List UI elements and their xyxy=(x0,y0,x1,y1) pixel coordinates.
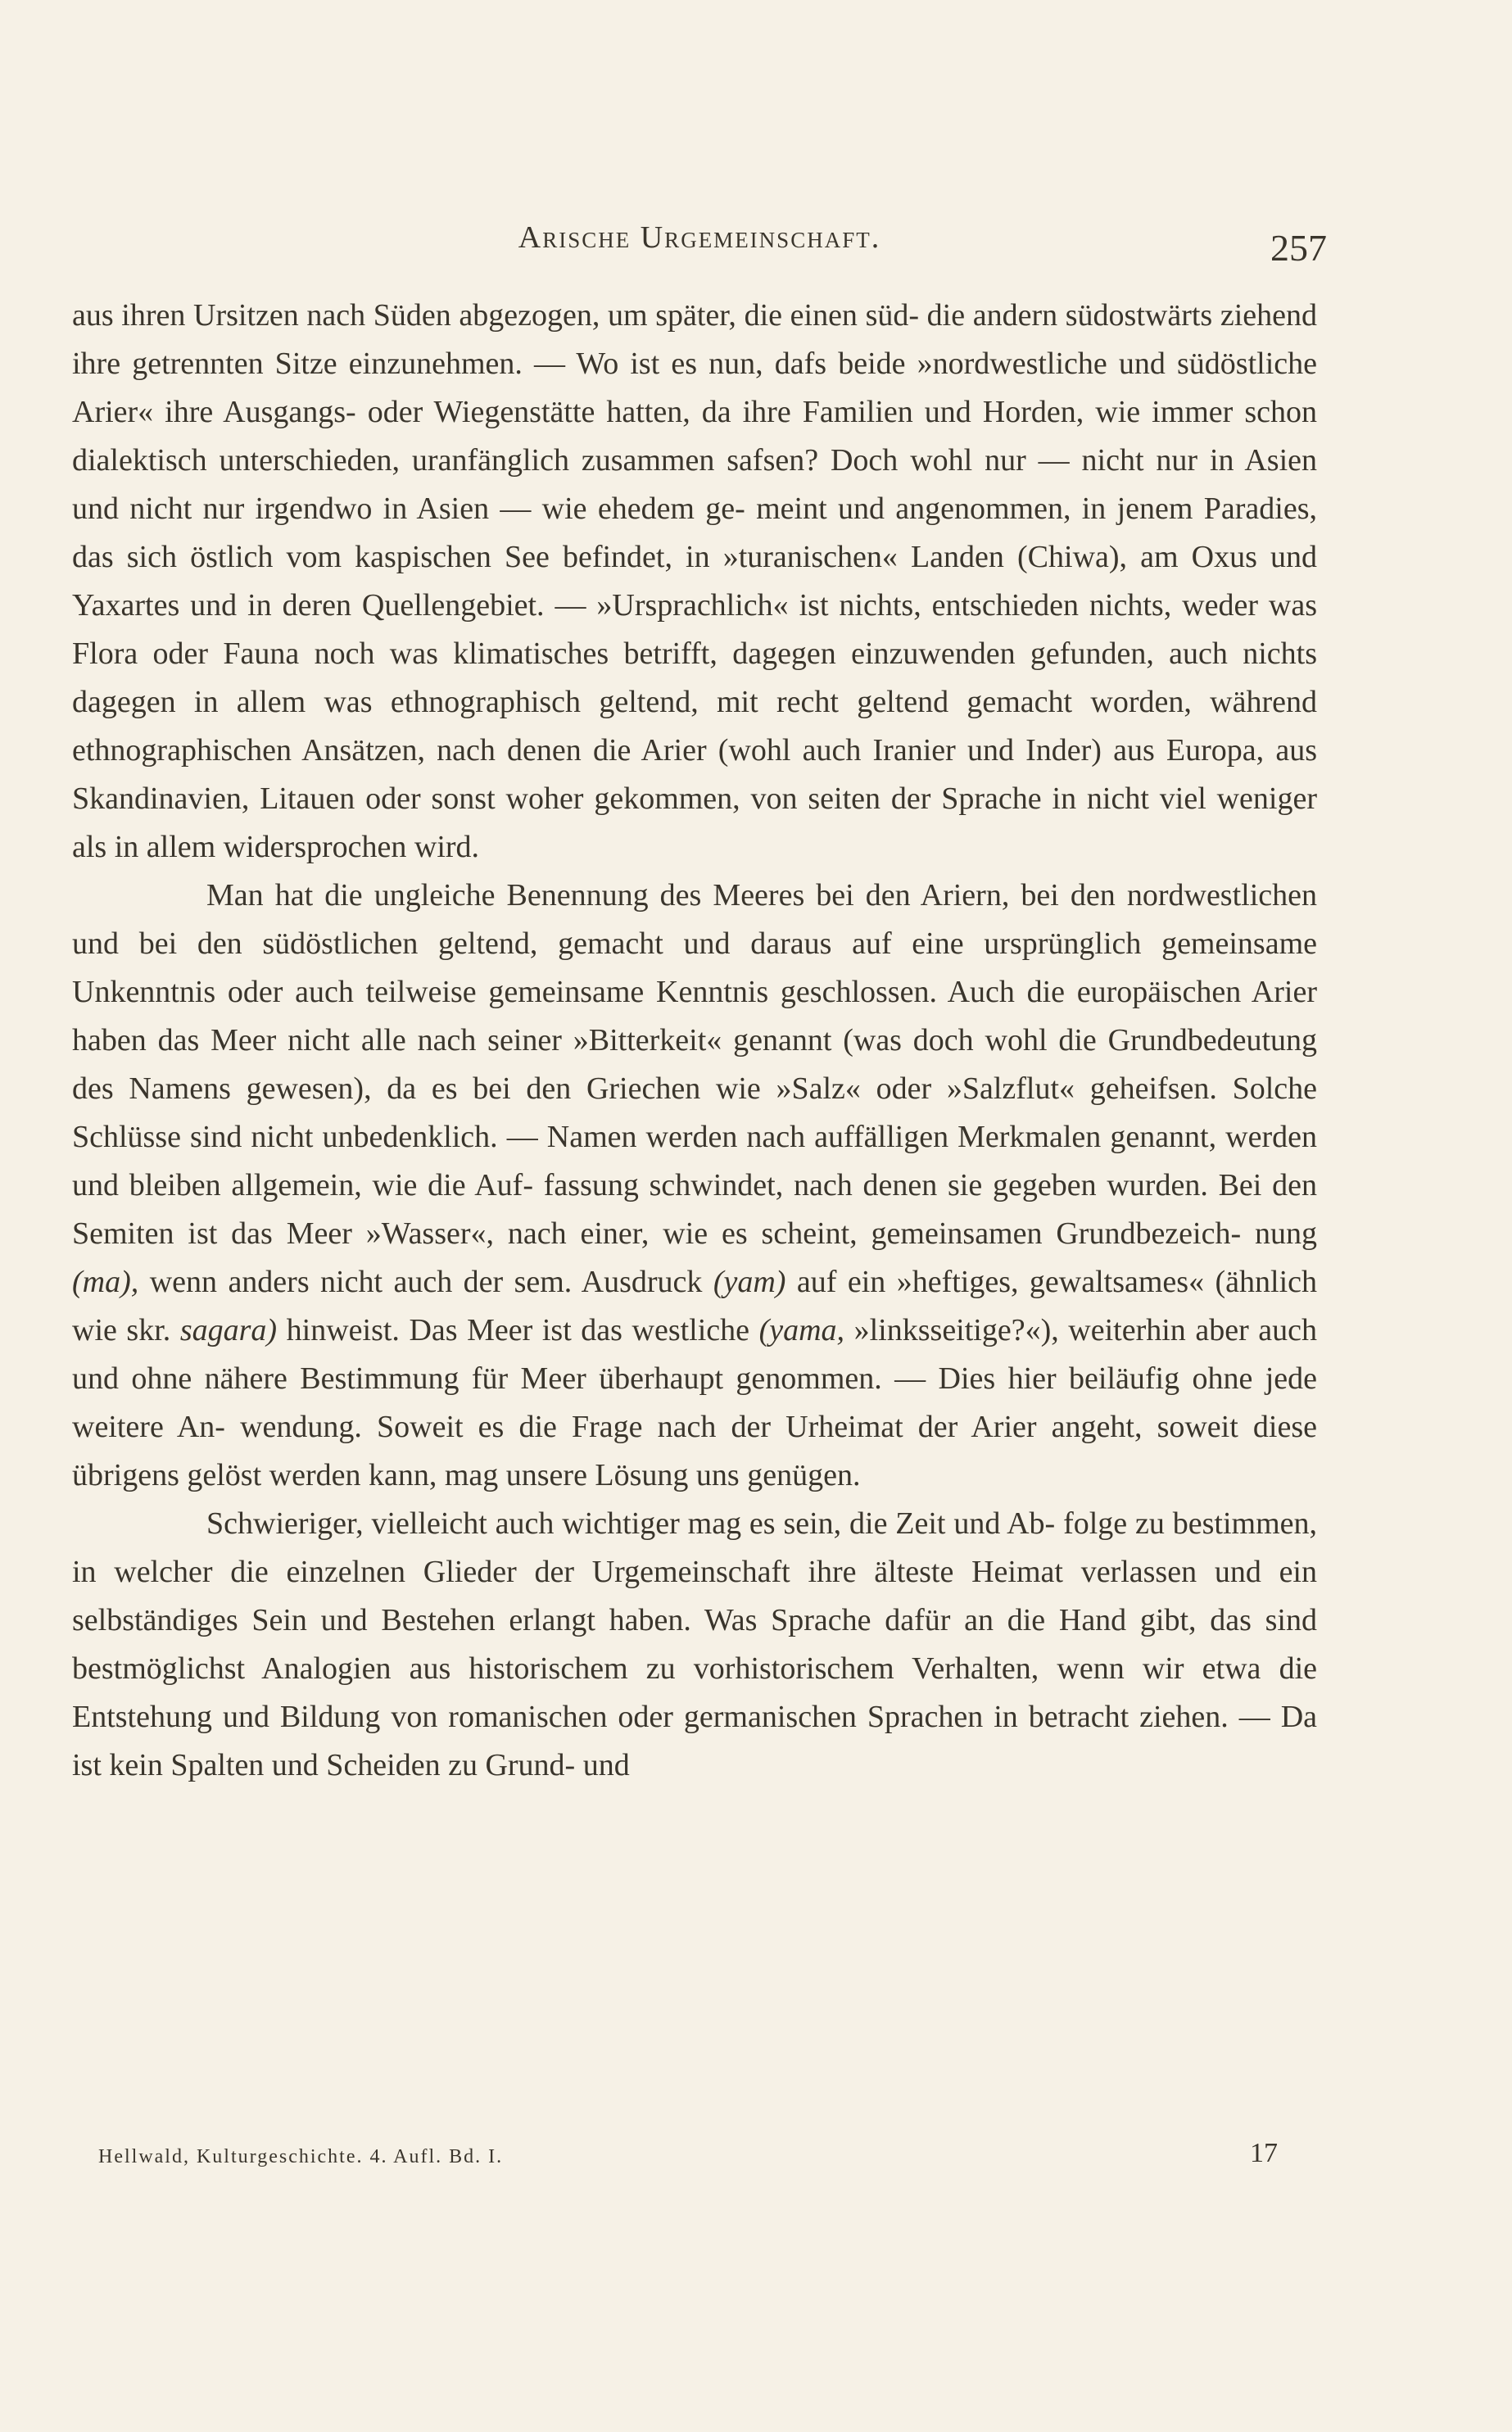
signature-mark: 17 xyxy=(1250,2138,1278,2168)
paragraph-3 xyxy=(72,1500,1317,1790)
page-footer xyxy=(98,2138,1278,2179)
paragraph-2-text-e: »linksseitige?«), weiterhin aber auch und ohne nähere Bestimmung für Meer überhaupt genommen. — Dies hier beiläufig ohne jede weitere An- wendung. Soweit es die Frage nach der Urheimat der Arier angeht, soweit diese übrigens gelöst werden kann, mag unsere Lösung uns genügen. xyxy=(72,1313,1318,1492)
footer-citation: Hellwald, Kulturgeschichte. 4. Aufl. Bd. I. xyxy=(98,2146,504,2167)
italic-term-ma: (ma), xyxy=(72,1265,139,1299)
paragraph-2 xyxy=(72,872,1317,1500)
italic-term-yama: (yama, xyxy=(758,1313,845,1347)
italic-term-sagara: sagara) xyxy=(179,1313,278,1347)
italic-term-yam: (yam) xyxy=(713,1265,786,1299)
body-text xyxy=(72,292,1317,1790)
paragraph-1-text: aus ihren Ursitzen nach Süden abgezogen, um später, die einen süd- die andern südostwärts ziehend ihre getrennten Sitze einzunehmen. — Wo ist es nun, dafs beide »nordwestliche und südöstliche Arier« ihre Ausgangs- oder Wiegenstätte hatten, da ihre Familien und Horden, wie immer schon dialektisch unterschieden, uranfänglich zusammen safsen? Doch wohl nur — nicht nur in Asien und nicht nur irgendwo in Asien — wie ehedem ge- meint und angenommen, in jenem Paradies, das sich östlich vom kaspischen See befindet, in »turanischen« Landen (Chiwa), am Oxus und Yaxartes und in deren Quellengebiet. — »Ursprachlich« ist nichts, entschieden nichts, weder was Flora oder Fauna noch was klimatisches betrifft, dagegen einzuwenden gefunden, auch nichts dagegen in allem was ethnographisch geltend, mit recht geltend gemacht worden, während ethnographischen Ansätzen, nach denen die Arier (wohl auch Iranier und Inder) aus Europa, aus Skandinavien, Litauen oder sonst woher gekommen, von seiten der Sprache in nicht viel weniger als in allem widersprochen wird. xyxy=(72,298,1317,864)
page-header xyxy=(72,220,1327,277)
paragraph-1 xyxy=(72,292,1317,872)
paragraph-2-text-b: wenn anders nicht auch der sem. Ausdruck xyxy=(149,1265,703,1299)
page-number: 257 xyxy=(1270,227,1327,269)
paragraph-2-text-a: Man hat die ungleiche Benennung des Meeres bei den Ariern, bei den nordwestlichen und bei den südöstlichen geltend, gemacht und daraus auf eine ursprünglich gemeinsame Unkenntnis oder auch teilweise gemeinsame Kenntnis geschlossen. Auch die europäischen Arier haben das Meer nicht alle nach seiner »Bitterkeit« genannt (was doch wohl die Grundbedeutung des Namens gewesen), da es bei den Griechen wie »Salz« oder »Salzflut« geheifsen. Solche Schlüsse sind nicht unbedenklich. — Namen werden nach auffälligen Merkmalen genannt, werden und bleiben allgemein, wie die Auf- fassung schwindet, nach denen sie gegeben wurden. Bei den Semiten ist das Meer »Wasser«, nach einer, wie es scheint, gemeinsamen Grundbezeich- nung xyxy=(72,878,1317,1251)
paragraph-3-text: Schwieriger, vielleicht auch wichtiger mag es sein, die Zeit und Ab- folge zu bestimmen, in welcher die einzelnen Glieder der Urgemeinschaft ihre älteste Heimat verlassen und ein selbständiges Sein und Bestehen erlangt haben. Was Sprache dafür an die Hand gibt, das sind bestmöglichst Analogien aus historischem zu vorhistorischem Verhalten, wenn wir etwa die Entstehung und Bildung von romanischen oder germanischen Sprachen in betracht ziehen. — Da ist kein Spalten und Scheiden zu Grund- und xyxy=(72,1506,1317,1782)
running-head: Arische Urgemeinschaft. xyxy=(518,220,881,255)
paragraph-2-text-c: auf ein »heftiges, gewaltsames« (ähnlich wie skr. xyxy=(72,1265,1318,1347)
paragraph-2-text-d: hinweist. Das Meer ist das westliche xyxy=(286,1313,750,1347)
